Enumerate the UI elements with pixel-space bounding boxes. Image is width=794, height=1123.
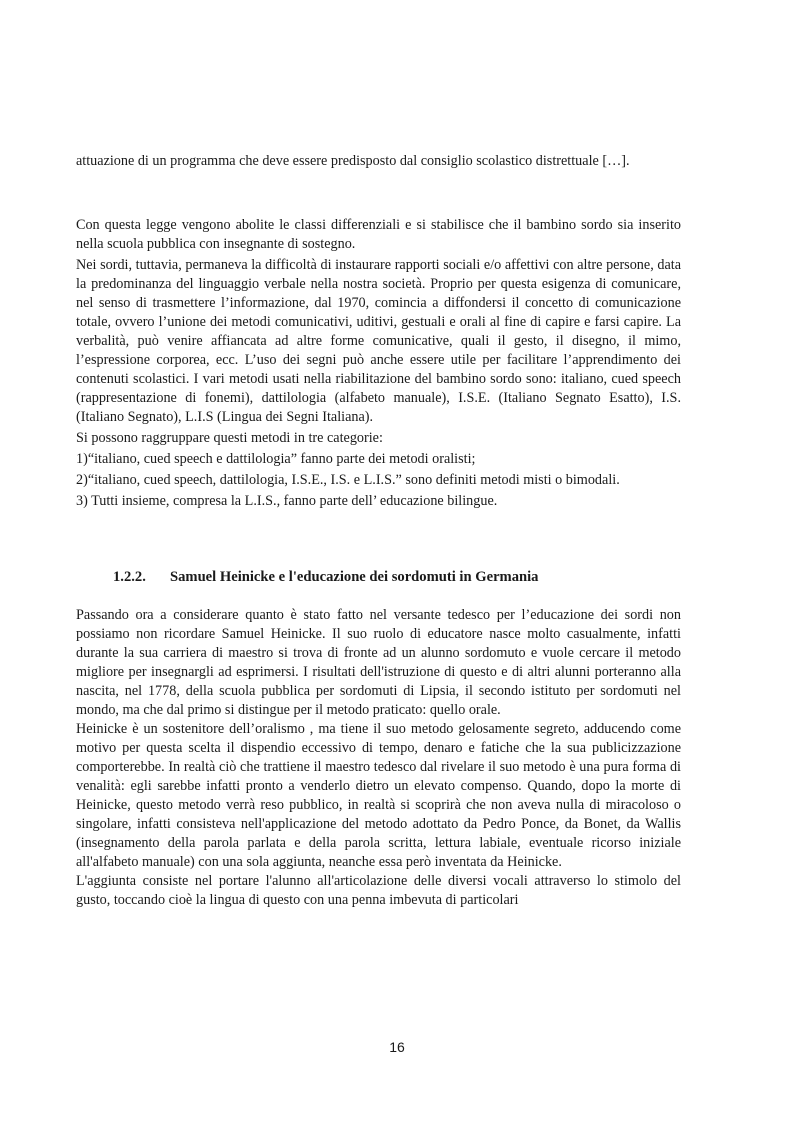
list-item-oralist: 1)“italiano, cued speech e dattilologia” fanno parte dei metodi oralisti; — [76, 451, 476, 467]
paragraph-heinicke-method: Heinicke è un sostenitore dell’oralismo , ma tiene il suo metodo gelosamente segreto, adducendo come motivo per questa scelta il dispendio eccessivo di tempo, denaro e fatiche che la sua publicizzazione comporterebbe. In realtà ciò che trattiene il maestro tedesco dal rivelare il suo metodo è una pura forma di venalità: egli sarebbe infatti pronto a venderlo dietro un elevato compenso. Quando, dopo la morte di Heinicke, questo metodo verrà reso pubblico, in realtà si scoprirà che non aveva nulla di miracoloso o singolare, infatti consisteva nell'applicazione del metodo adottato da Pedro Ponce, da Bonet, da Wallis (insegnamento della parola parlata e della parola scritta, lettura labiale, eventuale ricorso iniziale all'alfabeto manuale) con una sola aggiunta, neanche essa però inventata da Heinicke. — [76, 721, 681, 870]
paragraph-law-abolition: Con questa legge vengono abolite le classi differenziali e si stabilisce che il bambino sordo sia inserito nella scuola pubblica con insegnante di sostegno. — [76, 217, 681, 252]
list-item-mixed: 2)“italiano, cued speech, dattilologia, I.S.E., I.S. e L.I.S.” sono definiti metodi misti o bimodali. — [76, 472, 620, 488]
paragraph-categories-intro: Si possono raggruppare questi metodi in tre categorie: — [76, 430, 383, 446]
paragraph-total-communication: Nei sordi, tuttavia, permaneva la difficoltà di instaurare rapporti sociali e/o affettivi con altre persone, data la predominanza del linguaggio verbale nella nostra società. Proprio per questa esigenza di comunicare, nel senso di trasmettere l’informazione, dal 1970, comincia a diffondersi il concetto di comunicazione totale, ovvero l’unione dei metodi comunicativi, uditivi, gestuali e orali al fine di capire e farsi capire. La verbalità, può venire affiancata ad altre forme comunicative, quali il gesto, il disegno, il mimo, l’espressione corporea, ecc. L’uso dei segni può anche essere utile per facilitare l’apprendimento dei contenuti scolastici. I vari metodi usati nella riabilitazione del bambino sordo sono: italiano, cued speech (rappresentazione di fonemi), dattilologia (alfabeto manuale), I.S.E. (Italiano Segnato Esatto), I.S. (Italiano Segnato), L.I.S (Lingua dei Segni Italiana). — [76, 257, 681, 425]
continuation-block — [76, 152, 681, 171]
section-heading-number: 1.2.2. — [113, 569, 146, 585]
list-item-bilingual: 3) Tutti insieme, compresa la L.I.S., fanno parte dell’ educazione bilingue. — [76, 493, 498, 509]
paragraph-heinicke-addition: L'aggiunta consiste nel portare l'alunno all'articolazione delle diversi vocali attraverso lo stimolo del gusto, toccando cioè la lingua di questo con una penna imbevuta di particolari — [76, 873, 681, 908]
text-block-lower — [76, 606, 681, 910]
text-block-upper — [76, 216, 681, 511]
section-heading — [113, 568, 683, 587]
paragraph-heinicke-intro: Passando ora a considerare quanto è stato fatto nel versante tedesco per l’educazione dei sordi non possiamo non ricordare Samuel Heinicke. Il suo ruolo di educatore nasce molto casualmente, infatti durante la sua carriera di maestro si trova di fronte ad un alunno sordomuto e vuole cercare il metodo migliore per insegnargli ad esprimersi. I risultati dell'istruzione di questo e di altri alunni porteranno alla nascita, nel 1778, della scuola pubblica per sordomuti di Lipsia, il secondo istituto per sordomuti nel mondo, ma che dal primo si distingue per il metodo praticato: quello orale. — [76, 607, 681, 718]
page-number: 16 — [389, 1039, 405, 1055]
section-heading-title: Samuel Heinicke e l'educazione dei sordomuti in Germania — [170, 569, 539, 585]
continuation-paragraph: attuazione di un programma che deve essere predisposto dal consiglio scolastico distrettuale […]. — [76, 153, 630, 169]
